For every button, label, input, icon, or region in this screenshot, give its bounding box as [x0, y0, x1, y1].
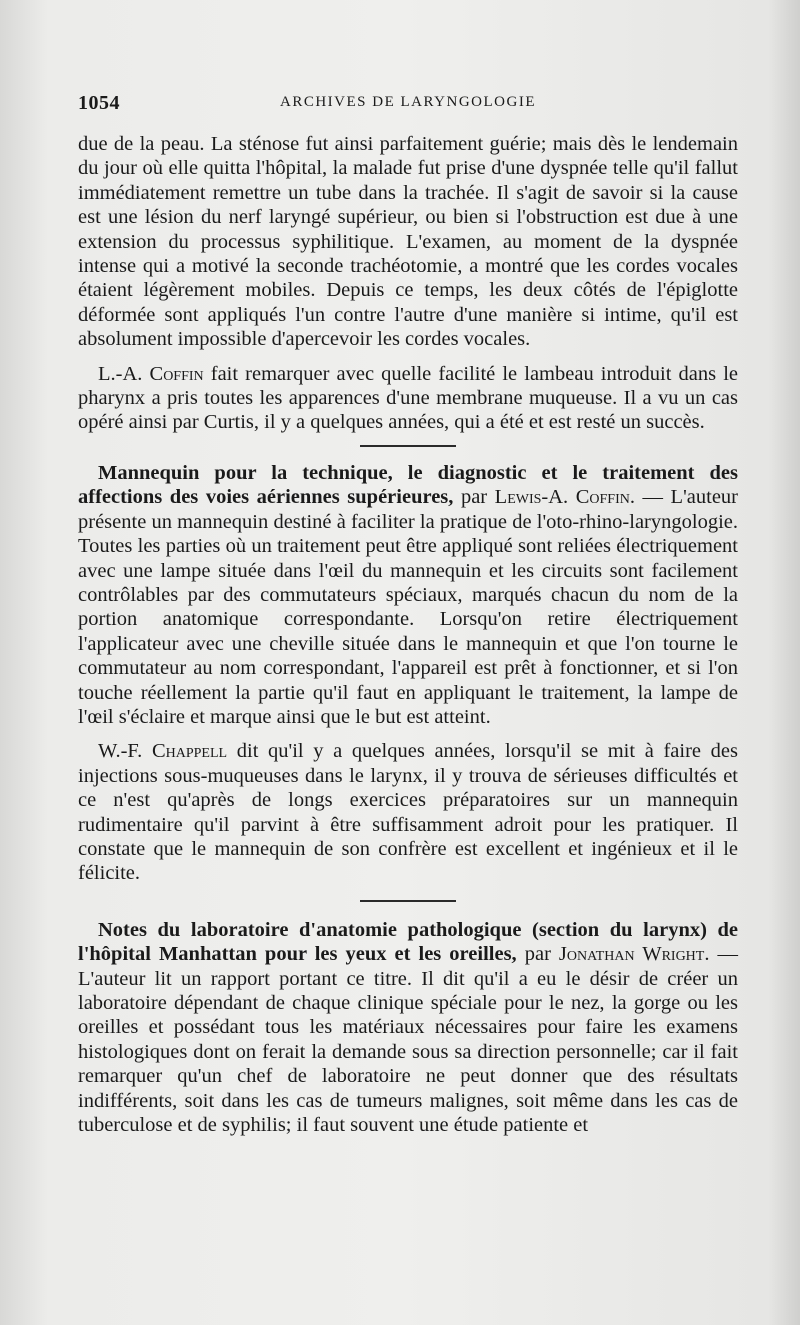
mannequin-paragraph — [78, 461, 738, 729]
notes-author: Jonathan Wright. — [558, 943, 710, 966]
journal-title: ARCHIVES DE LARYNGOLOGIE — [280, 94, 536, 110]
mannequin-text: — L'auteur présente un mannequin destiné à faciliter la pratique de l'oto-rhino-laryngologie. Toutes les parties où un traitement peut être appliqué sont reliées électriquement avec une lampe située dans l'œil du mannequin et les circuits sont facilement contrôlables par des commutateurs spéciaux, marqués chacun du nom de la portion anatomique correspondante. Lorsqu'on retire électriquement l'applicateur avec une cheville située dans le mannequin et que l'on tourne le commutateur au nom correspondant, l'appareil est prêt à fonctionner, et si l'on touche réellement la partie qu'il faut en appliquant le traitement, la lampe de l'œil s'éclaire et marque ainsi que le but est atteint. — [78, 486, 738, 728]
page-number: 1054 — [78, 92, 120, 114]
page-body — [78, 132, 738, 1147]
coffin-name: Coffin — [149, 362, 204, 385]
coffin-remark — [78, 362, 738, 435]
coffin-remark-text: fait remarquer avec quelle facilité le lambeau introduit dans le pharynx a pris toutes les apparences d'une membrane muqueuse. Il a vu un cas opéré ainsi par Curtis, il y a quelques années, qui a été et est resté un succès. — [78, 362, 738, 434]
notes-paragraph — [78, 918, 738, 1138]
running-head — [78, 92, 738, 116]
chappell-remark — [78, 739, 738, 885]
section-separator — [360, 900, 456, 902]
notes-title: Notes du laboratoire d'anatomie pathologique (section du larynx) de l'hôpital Manhattan pour les yeux et les oreilles, — [78, 918, 738, 966]
mannequin-author: Lewis-A. Coffin. — [494, 486, 635, 509]
mannequin-by: par — [453, 486, 495, 509]
notes-by: par — [516, 943, 559, 966]
section-separator — [360, 445, 456, 447]
notes-section — [78, 918, 738, 1138]
mannequin-title: Mannequin pour la technique, le diagnostic et le traitement des affections des voies aériennes supérieures, — [78, 461, 738, 509]
coffin-initials: L.-A. — [98, 362, 150, 385]
chappell-initials: W.-F. — [98, 740, 152, 763]
chappell-name: Chappell — [151, 740, 228, 763]
mannequin-section — [78, 461, 738, 886]
chappell-remark-text: dit qu'il y a quelques années, lorsqu'il se mit à faire des injections sous-muqueuses dans le larynx, il y trouva de sérieuses difficultés et ce n'est qu'après de longs exercices préparatoires sur un mannequin rudimentaire qu'il parvint à être suffisamment adroit pour les pratiquer. Il constate que le mannequin de son confrère est excellent et ingénieux et il le félicite. — [78, 740, 738, 885]
notes-text: — L'auteur lit un rapport portant ce titre. Il dit qu'il a eu le désir de créer un laboratoire dépendant de chaque clinique spéciale pour le nez, la gorge ou les oreilles et possédant tous les matériaux nécessaires pour faire les examens histologiques dont on ferait la demande sous sa direction personnelle; car il fait remarquer qu'un chef de laboratoire ne peut donner que des résultats indifférents, soit dans les cas de tumeurs malignes, soit même dans les cas de tuberculose et de syphilis; il faut souvent une étude patiente et — [78, 943, 738, 1137]
continued-paragraph: due de la peau. La sténose fut ainsi parfaitement guérie; mais dès le lendemain du jour où elle quitta l'hôpital, la malade fut prise d'une dyspnée telle qu'il fallut immédiatement remettre un tube dans la trachée. Il s'agit de savoir si la cause est une lésion du nerf laryngé supérieur, ou bien si l'obstruction est due à une extension du processus syphilitique. L'examen, au moment de la dyspnée intense qui a motivé la seconde trachéotomie, a montré que les cordes vocales étaient légèrement mobiles. Depuis ce temps, les deux côtés de l'épiglotte déformée sont appliqués l'un contre l'autre d'une manière si intime, qu'il est absolument impossible d'apercevoir les cordes vocales. — [78, 133, 738, 351]
